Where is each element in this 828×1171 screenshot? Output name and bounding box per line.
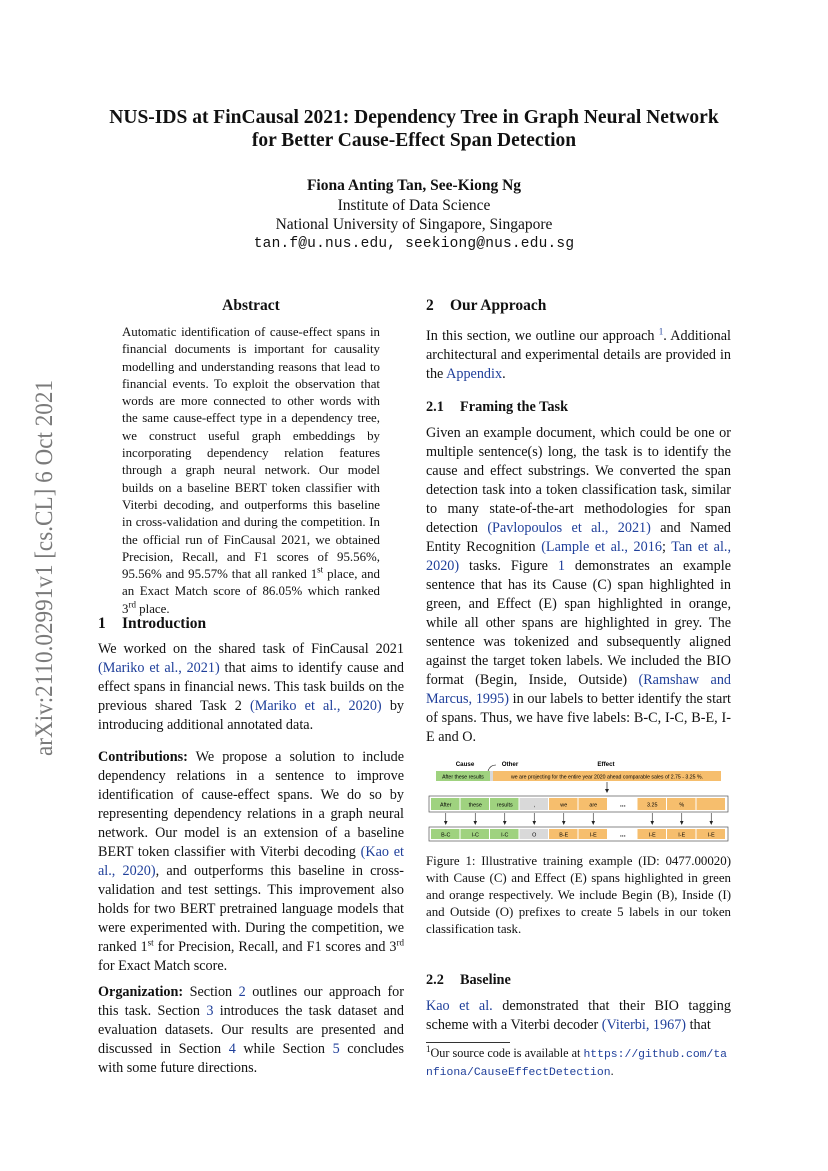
citation-ramshaw-1995[interactable]: (Ramshaw and Marcus, 1995) — [426, 672, 731, 707]
citation-mariko-2021[interactable]: (Mariko et al., 2021) — [98, 660, 220, 676]
token-text: , — [533, 802, 535, 809]
citation-tan-2020[interactable]: Tan et al., 2020) — [426, 539, 731, 574]
org-e: concludes with some future directions. — [98, 1041, 404, 1076]
label-text: I-E — [648, 832, 656, 839]
affiliation-2: National University of Singapore, Singapore — [275, 216, 553, 233]
label-text: I-E — [589, 832, 597, 839]
arxiv-stamp-text: arXiv:2110.02991v1 [cs.CL] 6 Oct 2021 — [29, 341, 58, 756]
organization-label: Organization: — [98, 984, 184, 1000]
section-ref-5[interactable]: 5 — [332, 1041, 340, 1057]
alignment-arrow-head — [562, 821, 566, 825]
org-c: introduces the task dataset and evaluation datasets. Our results are presented and discussed in Section — [98, 1003, 404, 1057]
author-emails: tan.f@u.nus.edu, seekiong@nus.edu.sg — [253, 236, 575, 252]
abstract-sup-a: st — [317, 564, 324, 575]
baseline-heading-text: Baseline — [460, 972, 511, 988]
contributions-label: Contributions: — [98, 749, 188, 765]
label-text: I-C — [501, 832, 509, 839]
citation-lample-2016[interactable]: (Lample et al., 2016 — [541, 539, 662, 555]
org-d: while Section — [235, 1041, 333, 1057]
framing-c: tasks. Figure — [459, 558, 558, 574]
alignment-arrow-head — [444, 821, 448, 825]
label-text: B-E — [559, 832, 569, 839]
token-text: After — [440, 802, 452, 809]
approach-heading-text: Our Approach — [450, 297, 547, 314]
citation-mariko-2020[interactable]: (Mariko et al., 2020) — [249, 698, 382, 714]
title-line-1: NUS-IDS at FinCausal 2021: Dependency Tree in Graph Neural Network — [109, 107, 719, 128]
alignment-arrow-head — [680, 821, 684, 825]
token-text: we — [560, 802, 568, 809]
citation-pavlopoulos-2021[interactable]: (Pavlopoulos et al., 2021) — [487, 520, 651, 536]
alignment-arrow-head — [473, 821, 477, 825]
section-ref-3[interactable]: 3 — [206, 1003, 214, 1019]
down-arrow-head — [605, 789, 609, 793]
figure-label-effect: Effect — [597, 761, 615, 768]
token-text: these — [468, 802, 482, 809]
figure-ref-1[interactable]: 1 — [557, 558, 565, 574]
abstract-text-b: place, and an Exact Match score of 86.05% which ranked 3 — [122, 567, 380, 616]
contributions-b: , and outperforms this baseline in cross-validation and test settings. This improvement also holds for two BERT pretrained language models that were experimented with. During the competition, we ranked 1 — [98, 863, 404, 955]
figure-label-other: Other — [501, 761, 519, 768]
approach-heading — [426, 297, 731, 315]
framing-b2: ; — [661, 539, 672, 555]
baseline-heading — [426, 972, 731, 989]
paper-title — [60, 106, 768, 152]
contributions-sup-1: st — [147, 937, 154, 948]
section-ref-2[interactable]: 2 — [238, 984, 246, 1000]
label-text: I-E — [707, 832, 715, 839]
abstract-text-c: place. — [135, 601, 170, 616]
token-text: are — [589, 802, 598, 809]
baseline-paragraph — [426, 997, 731, 1035]
intro-p1-b: that aims to identify cause and effect spans in financial news. This task builds on the previous shared Task 2 — [98, 660, 404, 714]
token-cell — [697, 798, 726, 810]
contributions-paragraph — [98, 748, 404, 976]
alignment-arrows — [444, 813, 713, 825]
arxiv-stamp — [22, 341, 58, 758]
section-ref-4[interactable]: 4 — [228, 1041, 236, 1057]
label-text: I-C — [471, 832, 479, 839]
framing-section-number: 2.1 — [426, 399, 444, 415]
abstract-text-a: Automatic identification of cause-effect spans in financial documents is important for causality modelling and understanding reasons that lead to financial events. To exploit the observation that words are more connected to other words with the same cause-effect type in a dependency tree, we construct useful graph embeddings by incorporating dependency relation features through a graph neural network. Our model builds on a baseline BERT token classifier with Viterbi decoding, and outperforms this baseline in cross-validation and during the competition. In the official run of FinCausal 2021, we obtained Precision, Recall, and F1 scores of 95.56%, 95.56% and 95.57% that all ranked 1 — [122, 325, 380, 582]
label-text: ... — [619, 831, 626, 839]
intro-paragraph — [98, 640, 404, 735]
intro-heading-text: Introduction — [122, 615, 207, 632]
label-text: B-C — [441, 832, 451, 839]
alignment-arrow-head — [532, 821, 536, 825]
footnote-rule — [426, 1042, 510, 1043]
token-text: results — [496, 802, 513, 809]
intro-section-number: 1 — [98, 615, 106, 632]
token-text: % — [679, 802, 685, 809]
footnote-number: 1 — [426, 1043, 431, 1054]
framing-d: demonstrates an example sentence that has its Cause (C) span highlighted in green, and Effect (E) span highlighted in orange, while all other spans are highlighted in grey. The sentence was tokenized and subsequently aligned against the target token labels. We included the BIO format (Begin, Inside, Outside) — [426, 558, 732, 688]
title-line-2: for Better Cause-Effect Span Detection — [251, 130, 577, 151]
abstract-heading: Abstract — [222, 297, 280, 314]
figure-label-cause: Cause — [455, 761, 475, 768]
label-text: I-E — [678, 832, 686, 839]
baseline-a: demonstrated that their BIO tagging scheme with a Viterbi decoder — [426, 998, 731, 1033]
footnote-url-link[interactable]: https://github.com/tanfiona/CauseEffectDetection — [426, 1049, 728, 1079]
effect-span-text: we are projecting for the entire year 2020 ahead comparable sales of 2.75 - 3.25 %. — [510, 774, 704, 781]
affiliation-1: Institute of Data Science — [337, 197, 491, 214]
contributions-c: for Precision, Recall, and F1 scores and 3 — [153, 939, 397, 955]
framing-heading — [426, 399, 731, 416]
framing-a: Given an example document, which could be one or multiple sentence(s) long, the task is to identify the cause and effect substrings. We converted the span detection task into a token classification task, similar to many state-of-the-art methodologies for span detection — [426, 425, 731, 536]
intro-p1-a: We worked on the shared task of FinCausal 2021 — [98, 641, 404, 657]
authors: Fiona Anting Tan, See-Kiong Ng — [306, 177, 522, 194]
cause-span-text: After these results — [442, 774, 484, 781]
citation-kao-2020[interactable]: (Kao et al., 2020) — [98, 844, 404, 879]
token-text: 3.25 — [647, 802, 658, 809]
framing-paragraph — [426, 424, 731, 747]
contributions-d: for Exact Match score. — [98, 958, 228, 974]
citation-viterbi-1967[interactable]: (Viterbi, 1967) — [601, 1017, 687, 1033]
footnote-ref-1[interactable]: 1 — [658, 326, 664, 337]
org-a: Section — [183, 984, 239, 1000]
contributions-a: We propose a solution to include dependency relations in a sentence to improve identification of cause-effect spans. We do so by representing dependency relations in a graph neural network. Our model is an extension of a baseline BERT token classifier with Viterbi decoding — [98, 749, 404, 860]
other-pointer — [488, 765, 496, 771]
alignment-arrow-head — [503, 821, 507, 825]
footnote-1 — [426, 1045, 731, 1081]
label-text: O — [532, 832, 537, 839]
alignment-arrow-head — [650, 821, 654, 825]
figure-1-caption: Figure 1: Illustrative training example (ID: 0477.00020) with Cause (C) and Effect (E) spans highlighted in green and orange respectively. We include Begin (B), Inside (I) and Outside (O) prefixes to create 5 labels in our token classification task. — [426, 854, 731, 936]
baseline-b: that — [686, 1017, 711, 1033]
footnote-end: . — [610, 1064, 614, 1078]
figure-1 — [426, 758, 731, 850]
contributions-sup-2: rd — [396, 937, 404, 948]
intro-heading — [98, 615, 404, 633]
baseline-section-number: 2.2 — [426, 972, 444, 988]
approach-p1-a: In this section, we outline our approach — [426, 328, 659, 344]
approach-paragraph — [426, 327, 731, 384]
other-span-bar — [490, 771, 493, 781]
framing-heading-text: Framing the Task — [460, 399, 569, 415]
alignment-arrow-head — [709, 821, 713, 825]
intro-p1-c: by introducing additional annotated data. — [98, 698, 405, 733]
approach-section-number: 2 — [426, 297, 434, 314]
alignment-arrow-head — [591, 821, 595, 825]
footnote-text: Our source code is available at — [430, 1046, 584, 1060]
appendix-link[interactable]: Appendix — [446, 366, 503, 382]
approach-p1-b: . Additional architectural and experimental details are provided in the — [426, 328, 731, 382]
org-b: outlines our approach for this task. Section — [98, 984, 405, 1019]
organization-paragraph — [98, 983, 404, 1078]
framing-b: and Named Entity Recognition — [426, 520, 731, 555]
citation-kao-et-al[interactable]: Kao et al. — [426, 998, 493, 1014]
approach-p1-c: . — [502, 366, 506, 382]
framing-e: in our labels to better identify the start of spans. Thus, we have five labels: B-C, I-C, B-E, I-E and O. — [426, 691, 731, 745]
abstract-sup-b: rd — [128, 599, 136, 610]
token-text: ... — [619, 801, 626, 809]
abstract-text — [122, 324, 380, 618]
